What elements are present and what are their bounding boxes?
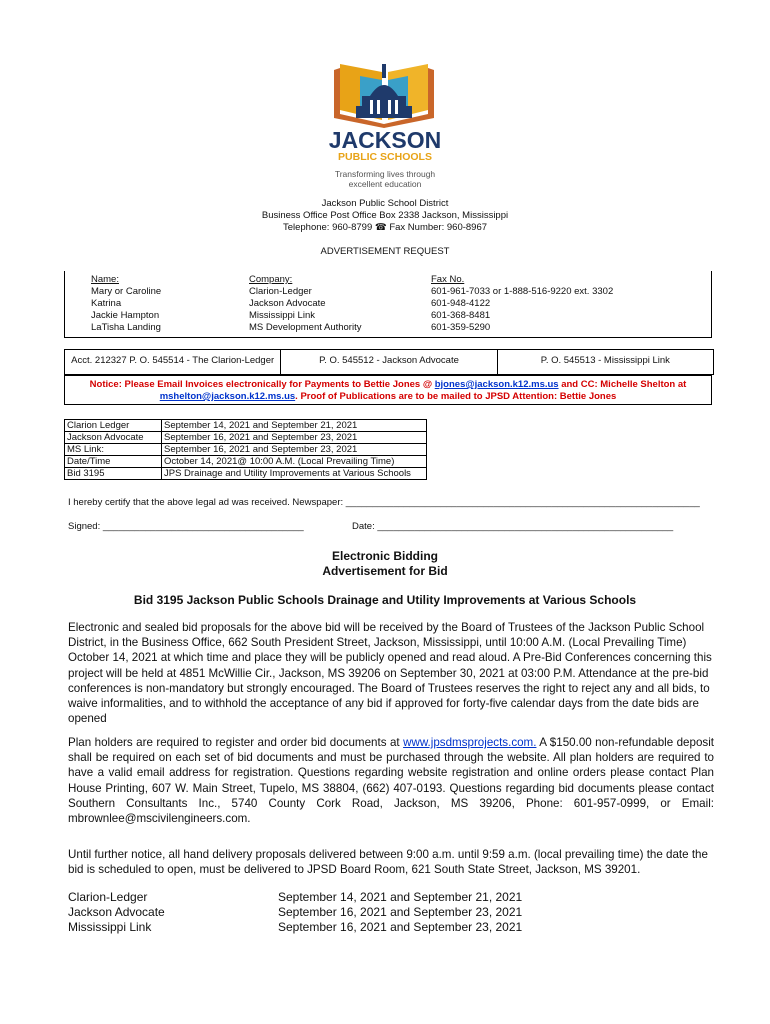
publication-name: Jackson Advocate bbox=[68, 905, 165, 919]
certify-line: I hereby certify that the above legal ad was received. Newspaper: ___________________________________________________________________ bbox=[68, 497, 700, 508]
table-row bbox=[65, 420, 427, 432]
logo-tagline-1: Transforming lives through bbox=[334, 169, 436, 179]
jps-logo bbox=[300, 44, 470, 194]
schedule-label: MS Link: bbox=[65, 444, 162, 456]
publication-dates-text: September 14, 2021 and September 21, 2021 bbox=[278, 890, 523, 904]
publication-name: Clarion-Ledger bbox=[68, 890, 148, 904]
po-mississippi-link: P. O. 545513 - Mississippi Link bbox=[540, 355, 670, 366]
capitol-book-icon bbox=[300, 44, 470, 194]
table-row bbox=[65, 444, 427, 456]
electronic-bidding-heading: Electronic Bidding bbox=[331, 549, 438, 563]
invoice-notice bbox=[64, 375, 712, 405]
contact-name: Katrina bbox=[91, 298, 122, 309]
bid-paragraph-2 bbox=[68, 735, 714, 826]
po-jackson-advocate: P. O. 545512 - Jackson Advocate bbox=[281, 350, 497, 374]
logo-subname: PUBLIC SCHOOLS bbox=[338, 151, 432, 163]
publication-dates-text: September 16, 2021 and September 23, 2021 bbox=[278, 920, 523, 934]
logo-tagline-2: excellent education bbox=[348, 179, 422, 189]
business-office-address: Business Office Post Office Box 2338 Jackson, Mississippi bbox=[261, 210, 509, 221]
schedule-value: September 14, 2021 and September 21, 2021 bbox=[162, 420, 427, 432]
notice-text: and CC: Michelle Shelton at bbox=[558, 379, 687, 390]
bid-title: Bid 3195 Jackson Public Schools Drainage and Utility Improvements at Various Schools bbox=[133, 593, 637, 607]
contacts-fax-column bbox=[431, 274, 613, 334]
publication-schedule-table bbox=[64, 419, 427, 480]
paragraph-text: Plan holders are required to register and order bid documents at bbox=[68, 736, 404, 749]
contact-name: Jackie Hampton bbox=[91, 310, 160, 321]
bid-paragraph-3: Until further notice, all hand delivery proposals delivered between 9:00 a.m. until 9:59 a.m. (local prevailing time) the date the bid is scheduled to open, must be delivered to JPSD Board Room, 621 South State Street, Jackson, MS 39201. bbox=[68, 848, 708, 877]
date-line: Date: ________________________________________________________ bbox=[352, 521, 674, 532]
contacts-company-column bbox=[249, 274, 361, 334]
purchase-order-row bbox=[64, 349, 714, 375]
schedule-value: September 16, 2021 and September 23, 2021 bbox=[162, 444, 427, 456]
contact-company: Mississippi Link bbox=[249, 310, 315, 321]
bid-paragraph-1: Electronic and sealed bid proposals for the above bid will be received by the Board of Trustees of the Jackson Public School District, in the Business Office, 662 South President Street, Jackson, Mississippi, until 10:00 A.M. (Local Prevailing Time) October 14, 2021 at which time and place they will be publicly opened and read aloud. A Pre-Bid Conferences concerning this project will be held at 4851 McWillie Cir., Jackson, MS 39206 on September 30, 2021 at 03:00 P.M. Attendance at the pre-bid conferences is non-mandatory but strongly encouraged. The Board of Trustees reserves the right to reject any and all bids, to waive informalities, and to withhold the acceptance of any bid if approved for forty-five calendar days from the date bids are opened bbox=[68, 621, 712, 726]
po-clarion-ledger: Acct. 212327 P. O. 545514 - The Clarion-Ledger bbox=[65, 350, 281, 374]
publication-dates bbox=[68, 890, 522, 935]
name-header: Name: bbox=[91, 274, 119, 285]
contact-fax: 601-948-4122 bbox=[431, 298, 491, 309]
schedule-value: September 16, 2021 and September 23, 2021 bbox=[162, 432, 427, 444]
list-item bbox=[68, 890, 522, 905]
schedule-value: JPS Drainage and Utility Improvements at Various Schools bbox=[162, 468, 427, 480]
contact-fax: 601-961-7033 or 1-888-516-9220 ext. 3302 bbox=[431, 286, 614, 297]
schedule-value: October 14, 2021@ 10:00 A.M. (Local Prevailing Time) bbox=[162, 456, 427, 468]
schedule-label: Clarion Ledger bbox=[65, 420, 162, 432]
company-header: Company: bbox=[249, 274, 293, 285]
contact-fax: 601-359-5290 bbox=[431, 322, 491, 333]
fax-header: Fax No. bbox=[431, 274, 465, 285]
list-item bbox=[68, 905, 522, 920]
contacts-name-column bbox=[91, 274, 161, 334]
table-row bbox=[65, 432, 427, 444]
bjones-email-link[interactable]: bjones@jackson.k12.ms.us bbox=[434, 379, 559, 390]
signed-line: Signed: ______________________________________ bbox=[68, 521, 304, 532]
district-name: Jackson Public School District bbox=[321, 198, 449, 209]
table-row bbox=[65, 468, 427, 480]
schedule-label: Jackson Advocate bbox=[65, 432, 162, 444]
mshelton-email-link[interactable]: mshelton@jackson.k12.ms.us bbox=[159, 391, 296, 402]
contact-company: MS Development Authority bbox=[249, 322, 362, 333]
telephone-fax: Telephone: 960-8799 ☎ Fax Number: 960-8967 bbox=[282, 222, 488, 233]
contact-name: Mary or Caroline bbox=[91, 286, 162, 297]
advertisement-request-title: ADVERTISEMENT REQUEST bbox=[320, 246, 450, 257]
advertisement-for-bid-heading: Advertisement for Bid bbox=[322, 564, 448, 578]
table-row bbox=[65, 456, 427, 468]
publication-dates-text: September 16, 2021 and September 23, 2021 bbox=[278, 905, 523, 919]
jpsd-projects-link[interactable]: www.jpsdmsprojects.com. bbox=[403, 736, 537, 749]
paragraph-text: A $150.00 non-refundable deposit shall be required on each set of bid documents and must be purchased through the website. All plan holders are required to have a valid email address for registration. Questions regarding website registration and online orders please contact Plan House Printing, 607 W. Main Street, Tupelo, MS 38804, (662) 407-0193. Questions regarding bid documents please contact Southern Consultants Inc., 5740 County Cork Road, Jackson, MS 39206, Phone: 601-957-0999, or Email: mbrownlee@mscivilengineers.com. bbox=[68, 736, 714, 826]
schedule-label: Bid 3195 bbox=[65, 468, 162, 480]
contact-company: Jackson Advocate bbox=[249, 298, 326, 309]
contact-fax: 601-368-8481 bbox=[431, 310, 491, 321]
schedule-label: Date/Time bbox=[65, 456, 162, 468]
contacts-box bbox=[64, 271, 712, 338]
publication-name: Mississippi Link bbox=[68, 920, 152, 934]
contact-company: Clarion-Ledger bbox=[249, 286, 312, 297]
logo-name: JACKSON bbox=[328, 127, 442, 153]
notice-text: . Proof of Publications are to be mailed to JPSD Attention: Bettie Jones bbox=[295, 391, 617, 402]
contact-name: LaTisha Landing bbox=[91, 322, 161, 333]
list-item bbox=[68, 920, 522, 935]
notice-text: Notice: Please Email Invoices electronically for Payments to Bettie Jones @ bbox=[89, 379, 435, 390]
